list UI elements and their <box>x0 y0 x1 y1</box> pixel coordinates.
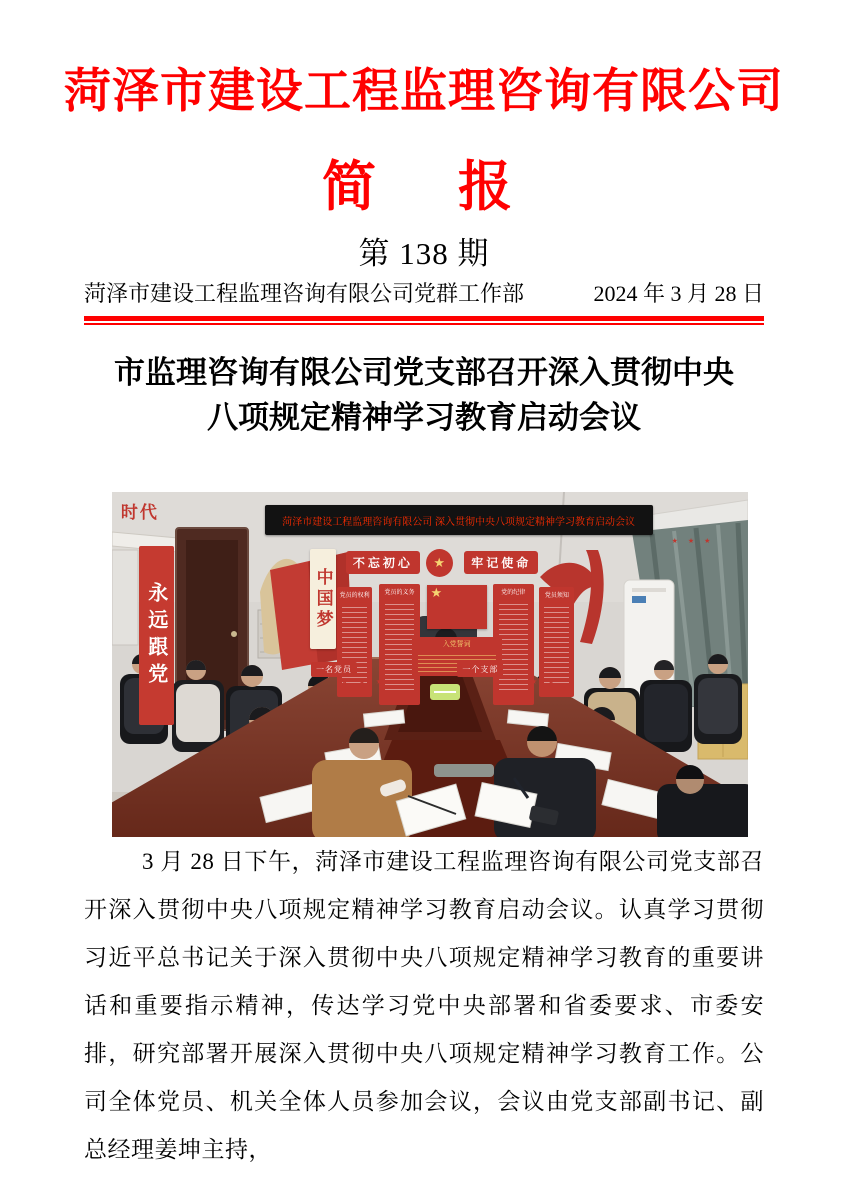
issuer-department: 菏泽市建设工程监理咨询有限公司党群工作部 <box>84 281 525 306</box>
issue-date: 2024 年 3 月 28 日 <box>593 281 764 306</box>
star-decor: ★ ★ ★ <box>671 537 715 545</box>
party-emblem-icon: ★ <box>426 549 453 577</box>
article-body: 3 月 28 日下午，菏泽市建设工程监理咨询有限公司党支部召开深入贯彻中央八项规定精神学习教育启动会议。认真学习贯彻习近平总书记关于深入贯彻中央八项规定精神学习教育的重要讲话和重要指示精神，传达学习党中央部署和省委要求、市委安排，研究部署开展深入贯彻中央八项规定精神学习教育工作。公司全体党员、机关全体人员参加会议，会议由党支部副书记、副总经理姜坤主持， <box>84 849 764 1162</box>
party-flag-star-icon: ★ <box>430 585 443 601</box>
meta-row <box>84 277 764 308</box>
divider-thick-line <box>84 316 764 321</box>
star-decor: ★ ★ ★ <box>512 676 559 686</box>
wall-slogan-right: 牢记使命 <box>464 551 538 574</box>
divider-thin-line <box>84 323 764 325</box>
wall-panel-duties: 党员的义务 <box>379 584 420 705</box>
headline-line1: 市监理咨询有限公司党支部召开深入贯彻中央 <box>114 355 734 390</box>
led-display-banner: 菏泽市建设工程监理咨询有限公司 深入贯彻中央八项规定精神学习教育启动会议 <box>265 505 653 535</box>
wall-panel-rights: 党员的权利 <box>337 587 372 697</box>
wall-slogan-left: 不忘初心 <box>346 551 420 574</box>
wall-banner-follow-party: 永远跟党 <box>139 546 174 725</box>
headline-line2: 八项规定精神学习教育启动会议 <box>207 400 641 435</box>
meeting-photo <box>112 492 748 837</box>
bulletin-title: 简 报 <box>322 157 526 217</box>
company-title: 菏泽市建设工程监理咨询有限公司 <box>64 66 784 118</box>
article-headline <box>84 350 764 440</box>
party-flag <box>427 585 486 628</box>
star-decor: ★ ★ ★ <box>340 676 387 686</box>
wall-sign-party-branch: 一个支部 <box>457 662 503 676</box>
wall-sign-party-member: 一名党员 <box>311 662 357 676</box>
wall-corner-text: 时代 <box>120 503 159 523</box>
masthead-divider <box>84 316 764 325</box>
wall-oath-box: 入党誓词 <box>412 637 502 676</box>
issue-number: 第 138 期 <box>358 236 490 271</box>
wall-panel-notice: 党员须知 <box>539 587 574 697</box>
wall-panel-discipline: 党的纪律 <box>493 584 534 705</box>
wall-banner-china-dream: 中国梦 <box>310 549 337 649</box>
